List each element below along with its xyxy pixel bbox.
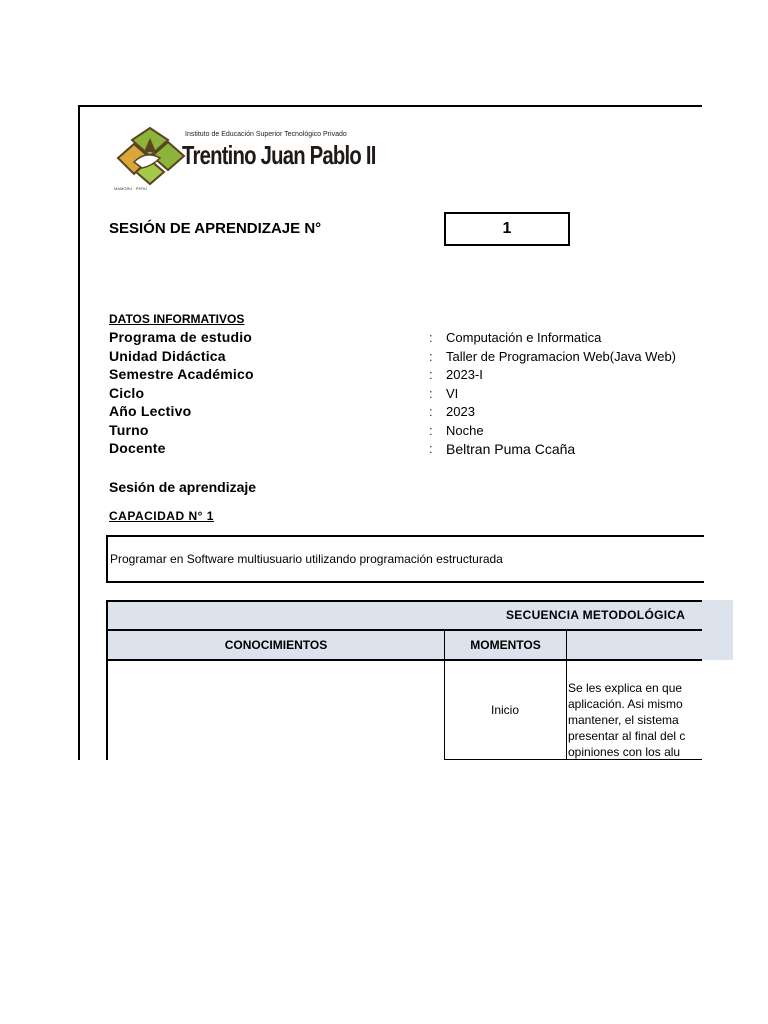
info-value: Computación e Informatica — [446, 330, 602, 345]
table-divider — [106, 659, 702, 661]
info-label: Unidad Didáctica — [109, 347, 226, 364]
info-separator: : — [429, 348, 433, 364]
page-frame-top — [78, 105, 702, 107]
datos-list — [109, 329, 709, 459]
actividad-line: aplicación. Asi mismo — [568, 697, 683, 711]
session-title: SESIÓN DE APRENDIZAJE N° — [109, 220, 322, 237]
table-border-left — [106, 600, 108, 760]
column-header-conocimientos: CONOCIMIENTOS — [224, 638, 328, 652]
info-label: Semestre Académico — [109, 366, 254, 382]
actividad-line: mantener, el sistema — [568, 713, 679, 727]
actividad-line: Se les explica en que — [568, 681, 683, 695]
info-separator: : — [429, 385, 433, 401]
info-value: Taller de Programacion Web(Java Web) — [446, 348, 677, 364]
info-value: Noche — [446, 422, 484, 438]
info-label: Año Lectivo — [109, 403, 192, 419]
info-label: Turno — [109, 421, 149, 438]
actividad-line: opiniones con los alu — [568, 745, 681, 759]
info-separator: : — [429, 441, 433, 456]
secuencia-table — [106, 600, 733, 760]
info-value: VI — [446, 385, 459, 401]
info-row-docente — [109, 440, 709, 459]
table-border-top — [106, 600, 702, 602]
capacidad-heading: CAPACIDAD N° 1 — [109, 509, 214, 523]
info-row-programa — [109, 329, 709, 348]
info-value: 2023 — [446, 404, 475, 419]
info-label: Docente — [109, 440, 166, 456]
info-row-ciclo — [109, 385, 709, 404]
datos-heading: DATOS INFORMATIVOS — [109, 312, 245, 326]
info-separator: : — [429, 330, 433, 345]
info-separator: : — [429, 367, 433, 382]
column-header-momentos: MOMENTOS — [470, 638, 541, 652]
page-frame-left — [78, 105, 80, 760]
info-separator: : — [429, 422, 433, 438]
table-divider — [106, 629, 702, 631]
session-number-box — [444, 212, 570, 246]
info-row-turno — [109, 422, 709, 441]
secuencia-title: SECUENCIA METODOLÓGICA — [506, 608, 686, 622]
info-value: 2023-I — [446, 367, 483, 382]
info-value: Beltran Puma Ccaña — [446, 441, 576, 457]
info-row-semestre — [109, 366, 709, 385]
capacidad-text: Programar en Software multiusuario utilizando programación estructurada — [110, 552, 503, 566]
session-subtitle: Sesión de aprendizaje — [109, 479, 257, 495]
capacidad-box — [106, 535, 704, 583]
institution-name: Trentino Juan Pablo II — [182, 140, 376, 170]
momento-cell: Inicio — [490, 703, 519, 717]
institution-motto: MAMORU · PERÚ — [114, 186, 147, 191]
institution-logo-icon — [116, 122, 188, 188]
info-separator: : — [429, 404, 433, 419]
table-column-divider — [566, 630, 567, 760]
info-row-anio — [109, 403, 709, 422]
actividad-line: presentar al final del c — [568, 729, 686, 743]
session-number: 1 — [502, 220, 512, 237]
actividad-cell — [568, 680, 702, 762]
info-label: Ciclo — [109, 384, 145, 401]
info-label: Programa de estudio — [109, 329, 253, 345]
institution-type: Instituto de Educación Superior Tecnológico Privado — [185, 131, 347, 138]
info-row-unidad — [109, 348, 709, 367]
